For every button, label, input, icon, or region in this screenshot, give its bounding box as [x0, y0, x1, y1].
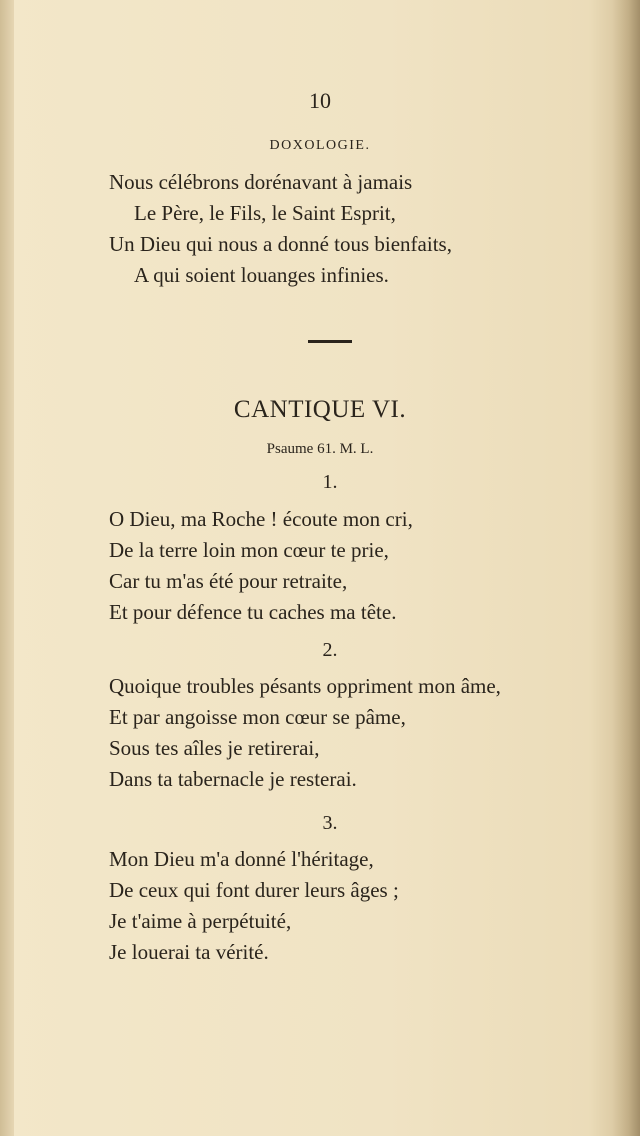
stanza-number: 1.	[322, 471, 338, 493]
doxologie-line: Nous célébrons dorénavant à jamais	[109, 170, 413, 194]
stanza-line: Je louerai ta vérité.	[109, 940, 269, 964]
stanza-line: Car tu m'as été pour retraite,	[109, 569, 348, 593]
stanza-line: Dans ta tabernacle je resterai.	[109, 767, 357, 791]
stanza-line: De ceux qui font durer leurs âges ;	[109, 878, 399, 902]
stanza-number: 3.	[322, 812, 338, 834]
stanza-line: Sous tes aîles je retirerai,	[109, 736, 320, 760]
stanza-line: Et pour défence tu caches ma tête.	[109, 600, 397, 624]
stanza-line: O Dieu, ma Roche ! écoute mon cri,	[109, 507, 413, 531]
doxologie-title: DOXOLOGIE.	[269, 138, 371, 153]
doxologie-line: A qui soient louanges infinies.	[134, 263, 389, 287]
doxologie-line: Le Père, le Fils, le Saint Esprit,	[134, 201, 396, 225]
stanza-line: Je t'aime à perpétuité,	[109, 909, 292, 933]
page-edge-shadow	[612, 0, 640, 1136]
stanza-line: Mon Dieu m'a donné l'héritage,	[109, 847, 374, 871]
psalm-reference: Psaume 61. M. L.	[266, 441, 374, 457]
cantique-title: CANTIQUE VI.	[233, 396, 407, 423]
page-number: 10	[309, 88, 331, 113]
stanza-number: 2.	[322, 639, 338, 661]
stanza-line: Et par angoisse mon cœur se pâme,	[109, 705, 406, 729]
stanza-line: De la terre loin mon cœur te prie,	[109, 538, 389, 562]
section-divider	[308, 340, 352, 343]
stanza-line: Quoique troubles pésants oppriment mon âme,	[109, 674, 501, 698]
page-gutter-shadow	[0, 0, 14, 1136]
doxologie-line: Un Dieu qui nous a donné tous bienfaits,	[109, 232, 452, 256]
